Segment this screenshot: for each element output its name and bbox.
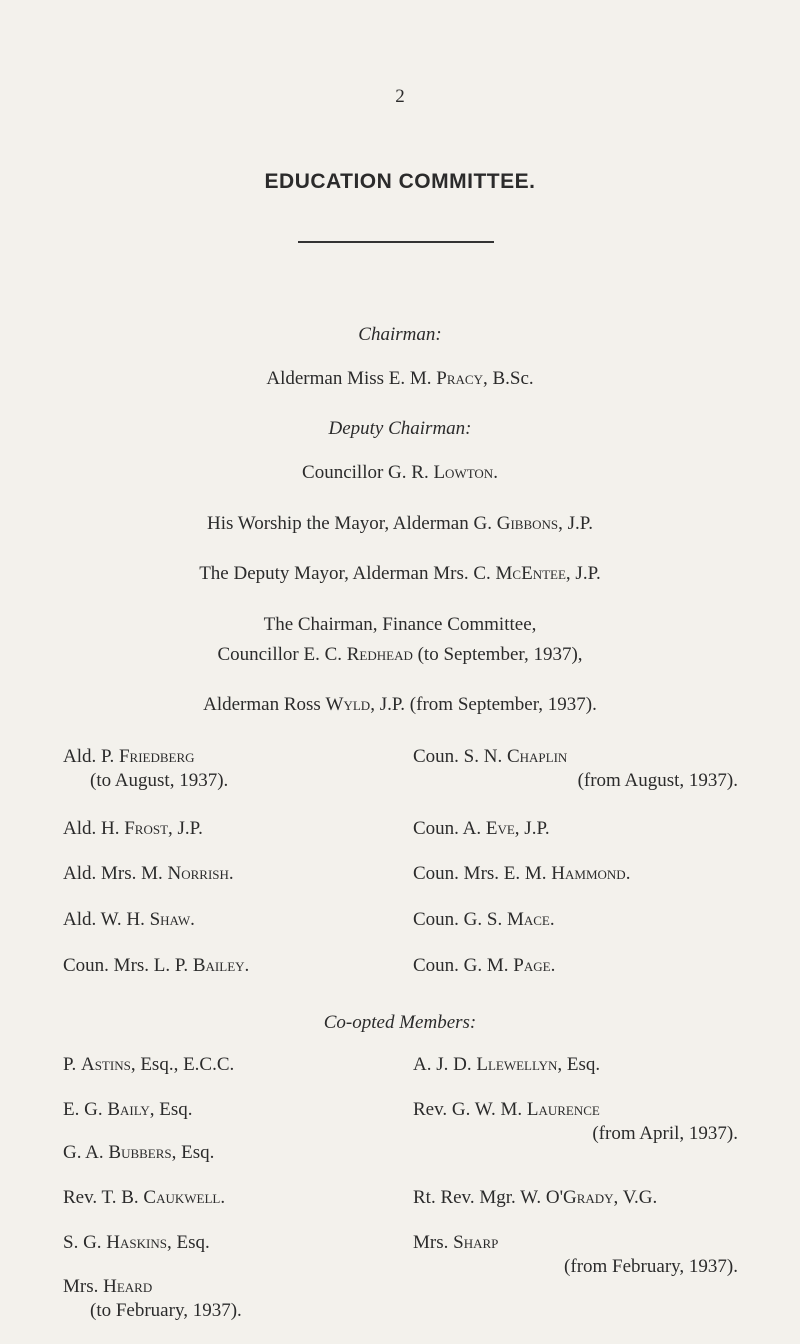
- co-opted-entry: P. Astins, Esq., E.C.C.: [63, 1054, 235, 1075]
- co-opted-entry: Rt. Rev. Mgr. W. O'Grady, V.G.: [413, 1187, 658, 1208]
- page-number: 2: [395, 86, 405, 107]
- member-entry: Coun. Mrs. L. P. Bailey.: [63, 955, 250, 976]
- member-note: (to August, 1937).: [90, 770, 229, 791]
- deputy-chairman-heading: Deputy Chairman:: [328, 418, 472, 439]
- ex-officio-line: Alderman Ross Wyld, J.P. (from September, 1937).: [203, 694, 597, 715]
- chairman-heading: Chairman:: [358, 324, 442, 345]
- ex-officio-line: The Deputy Mayor, Alderman Mrs. C. McEntee, J.P.: [199, 563, 601, 584]
- member-entry: Coun. G. M. Page.: [413, 955, 556, 976]
- member-entry: Coun. Mrs. E. M. Hammond.: [413, 863, 631, 884]
- co-opted-entry: S. G. Haskins, Esq.: [63, 1232, 210, 1253]
- deputy-chairman-name: Councillor G. R. Lowton.: [302, 462, 498, 483]
- co-opted-entry: Rev. T. B. Caukwell.: [63, 1187, 226, 1208]
- co-opted-heading: Co-opted Members:: [323, 1012, 477, 1033]
- chairman-name: Alderman Miss E. M. Pracy, B.Sc.: [266, 368, 534, 389]
- member-entry: Ald. Mrs. M. Norrish.: [63, 863, 234, 884]
- title-divider: [298, 241, 494, 243]
- co-opted-entry: A. J. D. Llewellyn, Esq.: [413, 1054, 601, 1075]
- member-entry: Coun. S. N. Chaplin: [413, 746, 568, 767]
- co-opted-entry: G. A. Bubbers, Esq.: [63, 1142, 215, 1163]
- co-opted-entry: Mrs. Heard: [63, 1276, 153, 1297]
- member-entry: Coun. G. S. Mace.: [413, 909, 555, 930]
- member-entry: Coun. A. Eve, J.P.: [413, 818, 550, 839]
- member-note: (from August, 1937).: [577, 770, 738, 791]
- co-opted-entry: Rev. G. W. M. Laurence: [413, 1099, 600, 1120]
- ex-officio-line: The Chairman, Finance Committee,: [263, 614, 537, 635]
- member-entry: Ald. P. Friedberg: [63, 746, 195, 767]
- member-entry: Ald. H. Frost, J.P.: [63, 818, 203, 839]
- co-opted-entry: E. G. Baily, Esq.: [63, 1099, 193, 1120]
- co-opted-note: (from April, 1937).: [592, 1123, 738, 1144]
- ex-officio-line: Councillor E. C. Redhead (to September, 1937),: [217, 644, 583, 665]
- co-opted-note: (to February, 1937).: [90, 1300, 242, 1321]
- page-title: EDUCATION COMMITTEE.: [264, 170, 536, 193]
- ex-officio-line: His Worship the Mayor, Alderman G. Gibbons, J.P.: [207, 513, 593, 534]
- member-entry: Ald. W. H. Shaw.: [63, 909, 195, 930]
- co-opted-entry: Mrs. Sharp: [413, 1232, 499, 1253]
- co-opted-note: (from February, 1937).: [564, 1256, 738, 1277]
